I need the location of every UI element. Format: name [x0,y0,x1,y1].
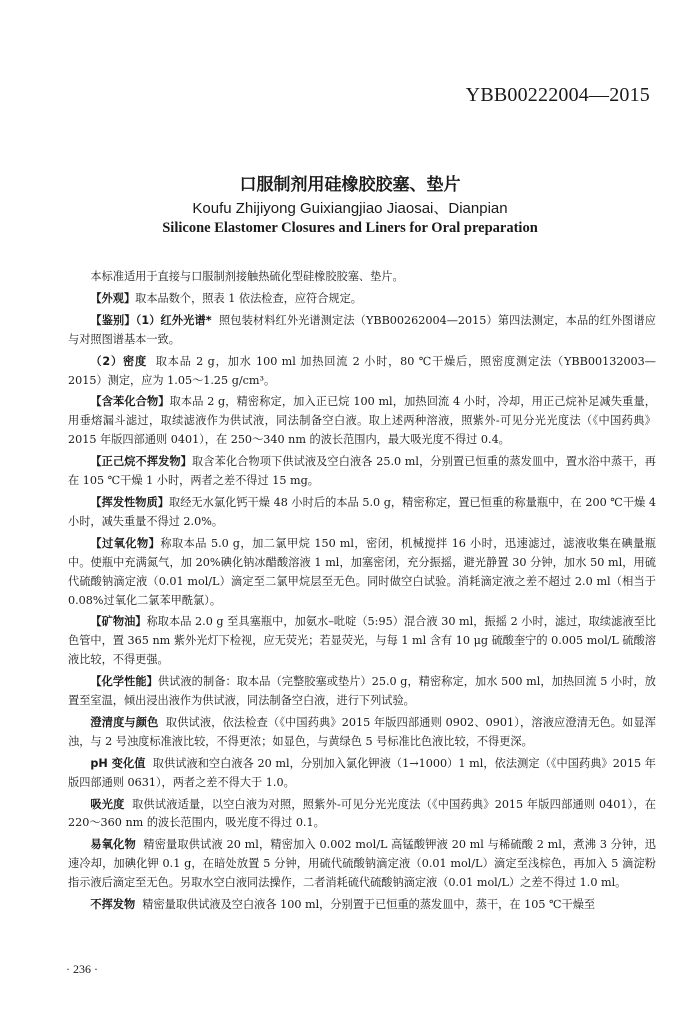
page-number: · 236 · [66,962,98,976]
section-head: 【正己烷不挥发物】 [90,455,192,469]
subsection-head: （1）红外光谱* [135,313,212,327]
section-text: 取供试液和空白液各 20 ml，分别加入氯化钾液（1→1000）1 ml，依法测定（《中国药典》2015 年版四部通则 0631），两者之差不得大于 1.0。 [68,756,656,789]
ph-paragraph [68,755,656,793]
appearance-paragraph [68,290,656,309]
section-text: 精密量取供试液 20 ml，精密加入 0.002 mol/L 高锰酸钾液 20 ml 与稀硫酸 2 ml，煮沸 3 分钟，迅速冷却，加碘化钾 0.1 g，在暗处放置 5 分钟，用硫代硫酸钠滴定液（0.01 mol/L）滴定至浅棕色，再加入 5 滴淀粉指示液后滴定至无色。另取水空白液同法操作，二者消耗硫代硫酸钠滴定液（0.01 mol/L）之差不得过 1.0 ml。 [68,838,656,890]
section-text: 取含苯化合物项下供试液及空白液各 25.0 ml，分别置已恒重的蒸发皿中，置水浴中蒸干，再在 105 ℃干燥 1 小时，两者之差不得过 15 mg。 [68,455,656,488]
section-text: 取经无水氯化钙干燥 48 小时后的本品 5.0 g，精密称定，置已恒重的称量瓶中，在 200 ℃干燥 4 小时，减失重量不得过 2.0%。 [68,495,656,528]
benzene-paragraph [68,393,656,450]
intro-paragraph [68,268,656,287]
title-pinyin: Koufu Zhijiyong Guixiangjiao Jiaosai、Dianpian [192,200,508,217]
absorbance-paragraph [68,796,656,834]
test-head: 易氧化物 [90,838,136,852]
chemical-paragraph [68,673,656,711]
section-head: 【外观】 [90,291,136,305]
volatile-paragraph [68,494,656,532]
section-head: 【挥发性物质】 [90,495,169,509]
section-text: 照包装材料红外光谱测定法（YBB00262004—2015）第四法测定，本品的红外图谱应与对照图谱基本一致。 [68,313,656,346]
mineral-oil-paragraph [68,613,656,670]
section-head: 【含苯化合物】 [90,395,170,409]
section-text: 取本品数个，照表 1 依法检查，应符合规定。 [135,291,362,305]
intro-text: 本标准适用于直接与口服制剂接触热硫化型硅橡胶胶塞、垫片。 [90,270,404,283]
hexane-paragraph [68,453,656,491]
section-text: 称取本品 5.0 g，加二氯甲烷 150 ml，密闭，机械搅拌 16 小时，迅速滤过，滤液收集在碘量瓶中。使瓶中充满氮气，加 20%碘化钠冰醋酸溶液 1 ml，加塞密闭，充分振摇，避光静置 30 分钟，加水 50 ml，用硫代硫酸钠滴定液（0.01 mol/L）滴定至二氯甲烷层至无色。同时做空白试验。消耗滴定液之差不超过 2.0 ml（相当于 0.08%过氧化二氯苯甲酰氯）。 [68,536,656,607]
density-paragraph [68,353,656,391]
clarity-paragraph [68,714,656,752]
test-head: 吸光度 [90,797,125,811]
subsection-head: （2）密度 [90,354,147,368]
document-body [68,268,656,918]
section-text: 精密量取供试液及空白液各 100 ml，分别置于已恒重的蒸发皿中，蒸干，在 105 ℃干燥至 [142,898,596,912]
nonvolatile-paragraph [68,896,656,915]
title-chinese: 口服制剂用硅橡胶胶塞、垫片 [239,175,461,195]
section-head: 【鉴别】 [90,313,136,327]
oxidizable-paragraph [68,836,656,893]
identification-paragraph [68,312,656,350]
section-head: 【矿物油】 [90,615,147,629]
section-text: 称取本品 2.0 g 至具塞瓶中，加氨水–吡啶（5:95）混合液 30 ml，振摇 2 小时，滤过，取续滤液至比色管中，置 365 nm 紫外光灯下检视，应无荧光；若显荧光，与每 1 ml 含有 10 μg 硫酸奎宁的 0.005 mol/L 硫酸溶液比较，不得更强。 [68,615,656,667]
section-text: 取供试液，依法检查（《中国药典》2015 年版四部通则 0902、0901），溶液应澄清无色。如显浑浊，与 2 号浊度标准液比较，不得更浓；如显色，与黄绿色 5 号标准比色液比较，不得更深。 [68,715,656,748]
section-head: 【化学性能】 [90,675,158,689]
test-head: 澄清度与颜色 [90,715,159,729]
peroxide-paragraph [68,535,656,611]
standard-code: YBB00222004—2015 [465,84,650,106]
title-english: Silicone Elastomer Closures and Liners for Oral preparation [162,220,538,236]
test-head: pH 变化值 [90,756,146,770]
section-text: 取本品 2 g，精密称定，加入正已烷 100 ml，加热回流 4 小时，冷却，用正己烷补足减失重量，用垂熔漏斗滤过，取续滤液作为供试液，同法制备空白液。取上述两种溶液，照紫外-可见分光光度法（《中国药典》2015 年版四部通则 0401），在 250～340 nm 的波长范围内，最大吸光度不得过 0.4。 [68,395,656,447]
section-head: 【过氧化物】 [90,536,161,550]
test-head: 不挥发物 [90,898,136,912]
section-text: 供试液的制备：取本品（完整胶塞或垫片）25.0 g，精密称定，加水 500 ml，加热回流 5 小时，放置至室温，倾出浸出液作为供试液，同法制备空白液，进行下列试验。 [68,675,656,708]
section-text: 取本品 2 g，加水 100 ml 加热回流 2 小时，80 ℃干燥后，照密度测定法（YBB00132003—2015）测定，应为 1.05～1.25 g/cm³。 [68,354,656,387]
section-text: 取供试液适量，以空白液为对照，照紫外-可见分光光度法（《中国药典》2015 年版四部通则 0401），在 220～360 nm 的波长范围内，吸光度不得过 0.1。 [68,797,656,830]
